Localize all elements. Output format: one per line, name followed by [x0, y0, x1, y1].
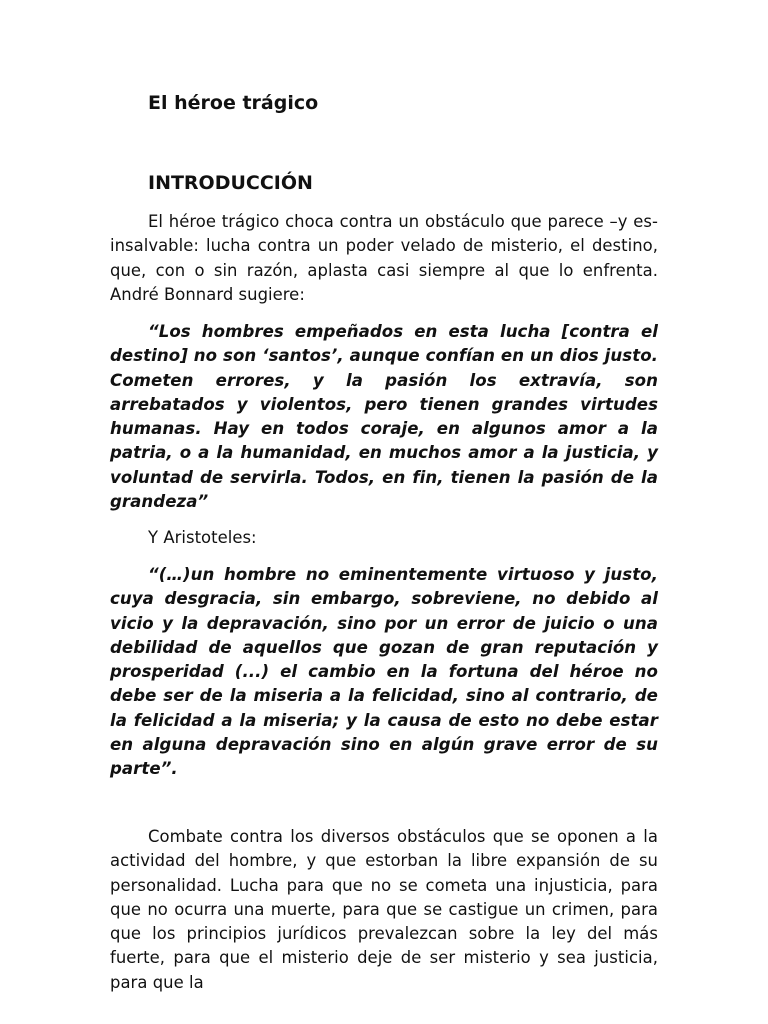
bonnard-quote: “Los hombres empeñados en esta lucha [contra el destino] no son ‘santos’, aunque confían en un dios justo. Cometen errores, y la pasión los extravía, son arrebatados y violentos, pero tienen grandes virtudes humanas. Hay en todos coraje, en algunos amor a la patria, o a la humanidad, en muchos amor a la justicia, y voluntad de servirla. Todos, en fin, tienen la pasión de la grandeza”	[110, 322, 658, 512]
intro-paragraph: El héroe trágico choca contra un obstáculo que parece –y es- insalvable: lucha contra un poder velado de misterio, el destino, que, con o sin razón, aplasta casi siempre al que lo enfrenta. André Bonnard sugiere:	[110, 212, 658, 304]
aristoteles-intro: Y Aristoteles:	[148, 528, 257, 547]
body-paragraph: Combate contra los diversos obstáculos que se oponen a la actividad del hombre, y que estorban la libre expansión de su personalidad. Lucha para que no se cometa una injusticia, para que no ocurra una muerte, para que se castigue un crimen, para que los principios jurídicos prevalezcan sobre la ley del más fuerte, para que el misterio deje de ser misterio y sea justicia, para que la	[110, 827, 658, 992]
document-title: El héroe trágico	[148, 92, 319, 114]
aristoteles-quote: “(…)un hombre no eminentemente virtuoso y justo, cuya desgracia, sin embargo, sobreviene, no debido al vicio y la depravación, sino por un error de juicio o una debilidad de aquellos que gozan de gran reputación y prosperidad (...) el cambio en la fortuna del héroe no debe ser de la miseria a la felicidad, sino al contrario, de la felicidad a la miseria; y la causa de esto no debe estar en alguna depravación sino en algún grave error de su parte”.	[110, 565, 658, 779]
section-heading: INTRODUCCIÓN	[148, 172, 313, 194]
document-page	[110, 0, 658, 1024]
